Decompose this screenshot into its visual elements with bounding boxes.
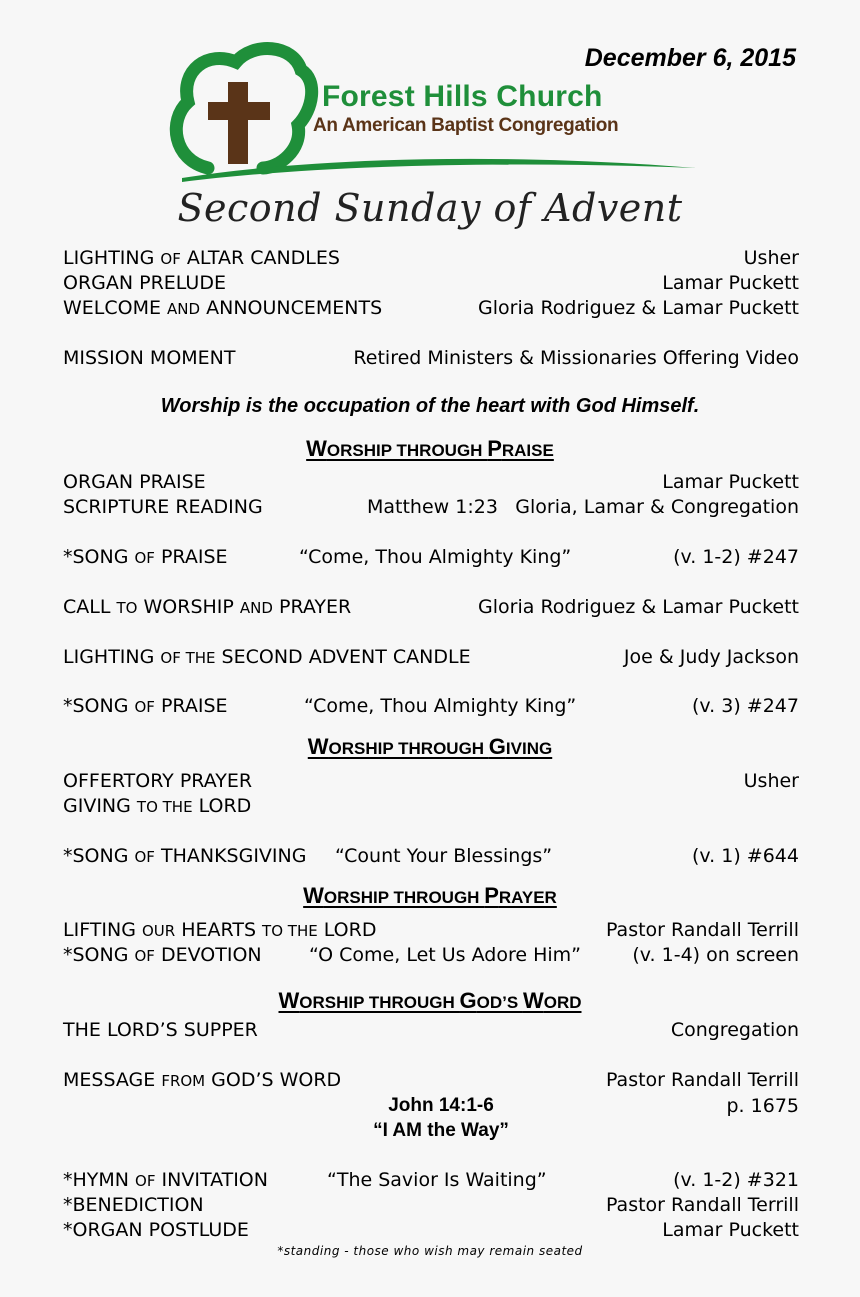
order-item: SCRIPTURE READING Matthew 1:23 Gloria, Lamar & Congregation [63,496,799,518]
order-item: OFFERTORY PRAYER Usher [63,770,799,792]
order-item: LIGHTING OF THE SECOND ADVENT CANDLE Joe & Judy Jackson [63,646,799,668]
order-item: GIVING TO THE LORD [63,795,252,817]
section-heading-word: WORSHIP THROUGH GOD’S WORD [278,988,582,1013]
section-heading-prayer: WORSHIP THROUGH PRAYER [303,883,557,908]
order-item: *BENEDICTION Pastor Randall Terrill [63,1194,799,1216]
order-item: *ORGAN POSTLUDE Lamar Puckett [63,1219,799,1241]
order-item: MESSAGE FROM GOD’S WORD Pastor Randall Terrill [63,1069,799,1091]
order-item: LIFTING OUR HEARTS TO THE LORD Pastor Randall Terrill [63,919,799,941]
order-item: *SONG OF PRAISE “Come, Thou Almighty King” (v. 1-2) #247 [63,546,799,568]
order-item: MISSION MOMENT Retired Ministers & Missionaries Offering Video [63,347,799,369]
order-item: *HYMN OF INVITATION “The Savior Is Waiting” (v. 1-2) #321 [63,1169,799,1191]
order-item: CALL TO WORSHIP AND PRAYER Gloria Rodriguez & Lamar Puckett [63,596,799,618]
order-item: LIGHTING OF ALTAR CANDLES Usher [63,247,799,269]
section-heading-giving: WORSHIP THROUGH GIVING [307,734,553,759]
section-heading-praise: WORSHIP THROUGH PRAISE [306,436,554,461]
service-date: December 6, 2015 [584,44,796,72]
order-item: *SONG OF THANKSGIVING “Count Your Blessings” (v. 1) #644 [63,845,799,867]
order-item: ORGAN PRAISE Lamar Puckett [63,471,799,493]
church-name: Forest Hills Church [322,80,603,113]
service-title: Second Sunday of Advent [177,186,683,230]
order-item: WELCOME AND ANNOUNCEMENTS Gloria Rodriguez & Lamar Puckett [63,297,799,319]
church-subtitle: An American Baptist Congregation [313,115,619,136]
scripture-reference: John 14:1-6 p. 1675 [388,1095,799,1117]
worship-quote: Worship is the occupation of the heart with God Himself. [160,395,700,417]
order-item: *SONG OF PRAISE “Come, Thou Almighty King” (v. 3) #247 [63,695,799,717]
order-item: THE LORD’S SUPPER Congregation [63,1019,799,1041]
standing-footnote: *standing - those who wish may remain seated [277,1244,583,1258]
sermon-title: “I AM the Way” [373,1120,509,1141]
order-item: ORGAN PRELUDE Lamar Puckett [63,272,799,294]
order-item: *SONG OF DEVOTION “O Come, Let Us Adore Him” (v. 1-4) on screen [63,944,799,966]
